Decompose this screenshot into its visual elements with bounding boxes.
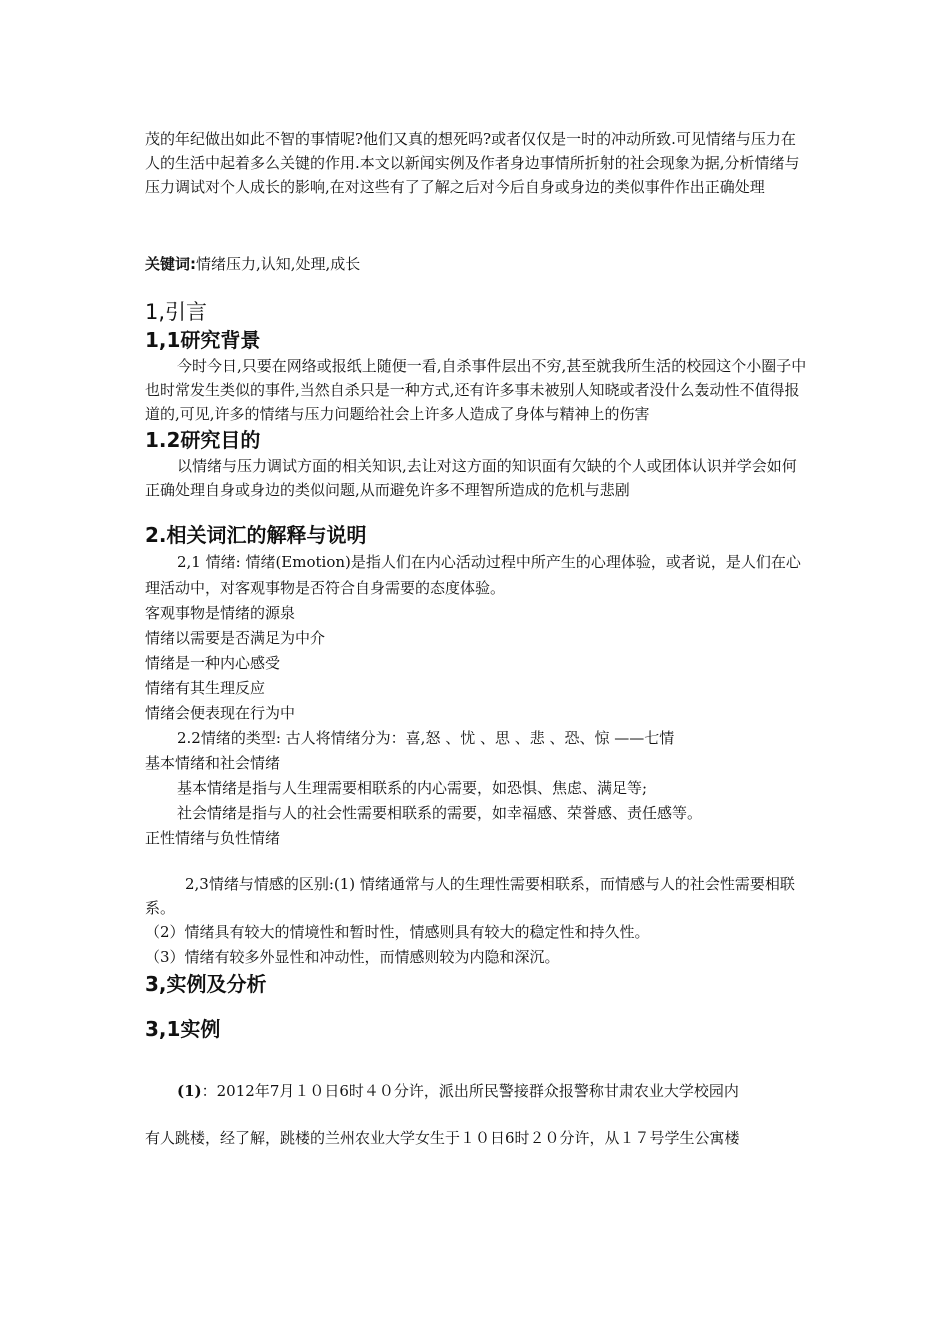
keywords-value: 情绪压力,认知,处理,成长 xyxy=(196,255,361,273)
positive-negative-title: 正性情绪与负性情绪 xyxy=(145,829,281,847)
section-1-2-body: 以情绪与压力调试方面的相关知识,去让对这方面的知识面有欠缺的个人或团体认识并学会如何正确处理自身或身边的类似问题,从而避免许多不理智所造成的危机与悲剧 xyxy=(145,457,797,499)
section-2 xyxy=(145,521,810,851)
keywords-block xyxy=(145,252,810,276)
section-1-2-title: 1.2研究目的 xyxy=(145,428,261,452)
section-3-1 xyxy=(145,1015,810,1043)
section-1-title: 1,引言 xyxy=(145,300,208,324)
emotion-types: 2.2情绪的类型: 古人将情绪分为：喜,怒 、忧 、思 、悲 、恐、惊 ——七情 xyxy=(177,729,675,747)
abstract-continuation-block xyxy=(145,127,810,199)
basic-social-title: 基本情绪和社会情绪 xyxy=(145,754,281,772)
abstract-continuation: 茂的年纪做出如此不智的事情呢?他们又真的想死吗?或者仅仅是一时的冲动所致.可见情绪与压力在人的生活中起着多么关键的作用.本文以新闻实例及作者身边事情所折射的社会现象为据,分析情绪与压力调试对个人成长的影响,在对这些有了了解之后对今后自身或身边的类似事件作出正确处理 xyxy=(145,130,800,196)
emotion-point-4: 情绪有其生理反应 xyxy=(145,679,266,697)
keywords-label: 关键词: xyxy=(145,255,196,273)
case-line-1-text: ：2012年7月１０日6时４０分许，派出所民警接群众报警称甘肃农业大学校园内 xyxy=(201,1082,739,1100)
keywords-line xyxy=(145,252,810,276)
emotion-definition: 2,1 情绪: 情绪(Emotion)是指人们在内心活动过程中所产生的心理体验，或者说，是人们在心理活动中，对客观事物是否符合自身需要的态度体验。 xyxy=(145,553,801,597)
emotion-point-3: 情绪是一种内心感受 xyxy=(145,654,281,672)
section-1-1-title: 1,1研究背景 xyxy=(145,328,261,352)
section-1 xyxy=(145,298,810,502)
basic-emotion: 基本情绪是指与人生理需要相联系的内心需要，如恐惧、焦虑、满足等; xyxy=(177,779,648,797)
difference-1: 2,3情绪与情感的区别:(1) 情绪通常与人的生理性需要相联系，而情感与人的社会性需要相联系。 xyxy=(145,875,795,917)
emotion-feeling-difference xyxy=(145,872,810,970)
emotion-point-5: 情绪会便表现在行为中 xyxy=(145,704,296,722)
section-3 xyxy=(145,970,810,998)
social-emotion: 社会情绪是指与人的社会性需要相联系的需要，如幸福感、荣誉感、责任感等。 xyxy=(177,804,703,822)
section-2-title: 2.相关词汇的解释与说明 xyxy=(145,523,367,547)
case-line-2: 有人跳楼，经了解，跳楼的兰州农业大学女生于１０日6时２０分许，从１７号学生公寓楼 xyxy=(145,1129,740,1147)
section-3-1-title: 3,1实例 xyxy=(145,1017,221,1041)
case-line-2-block xyxy=(145,1127,810,1148)
case-label: (1) xyxy=(177,1082,202,1100)
emotion-point-2: 情绪以需要是否满足为中介 xyxy=(145,629,326,647)
difference-2: （2）情绪具有较大的情境性和暂时性，情感则具有较大的稳定性和持久性。 xyxy=(145,923,650,941)
section-1-1-body: 今时今日,只要在网络或报纸上随便一看,自杀事件层出不穷,甚至就我所生活的校园这个小圈子中也时常发生类似的事件,当然自杀只是一种方式,还有许多事未被别人知晓或者没什么轰动性不值得报道的,可见,许多的情绪与压力问题给社会上许多人造成了身体与精神上的伤害 xyxy=(145,357,807,423)
emotion-point-1: 客观事物是情绪的源泉 xyxy=(145,604,296,622)
difference-3: （3）情绪有较多外显性和冲动性，而情感则较为内隐和深沉。 xyxy=(145,948,560,966)
case-line-1 xyxy=(145,1080,810,1101)
case-line-1-block xyxy=(145,1080,810,1101)
section-3-title: 3,实例及分析 xyxy=(145,972,267,996)
